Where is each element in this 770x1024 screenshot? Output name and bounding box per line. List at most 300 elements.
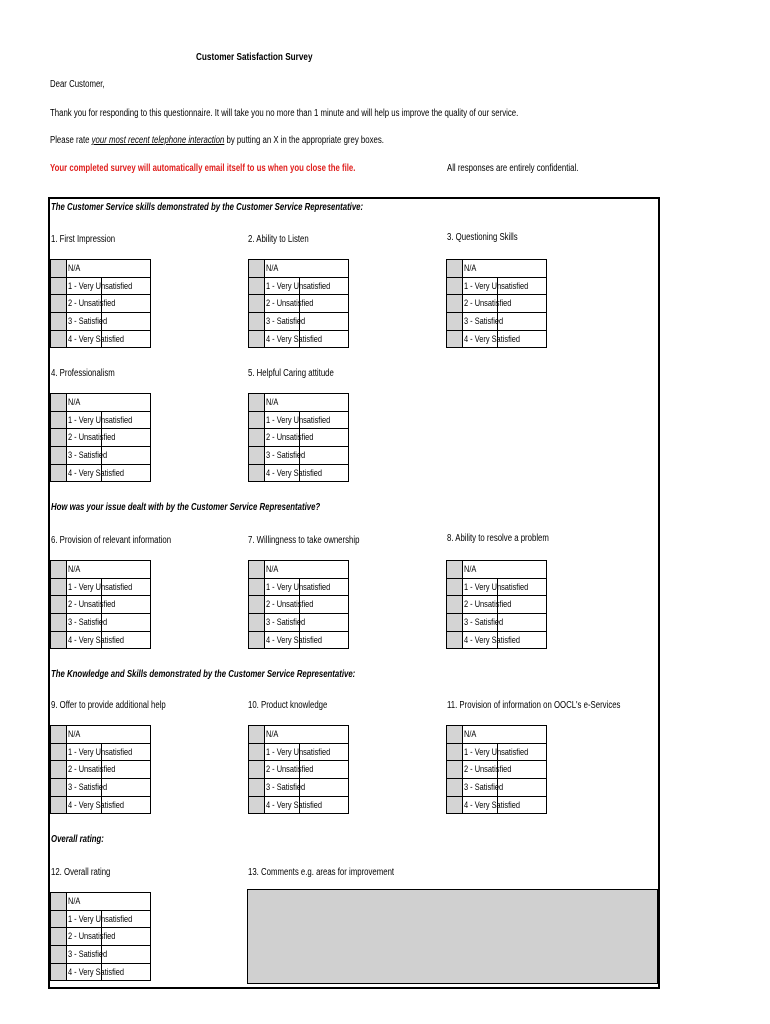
rating-row [51, 447, 151, 465]
rating-option-label: 3 - Satisfied [266, 449, 306, 461]
cell-divider [101, 928, 102, 945]
rating-option-cell [265, 394, 349, 412]
rating-option-label: 1 - Very Unsatisfied [266, 746, 331, 758]
rating-checkbox[interactable] [51, 464, 67, 482]
rating-row [51, 429, 151, 447]
auto-email-notice: Your completed survey will automatically email itself to us when you close the file. [50, 163, 356, 174]
rating-option-label: N/A [464, 728, 477, 740]
rating-checkbox[interactable] [249, 464, 265, 482]
rating-option-label: 3 - Satisfied [68, 449, 108, 461]
rating-table-q12 [50, 892, 151, 981]
rating-option-cell [67, 394, 151, 412]
cell-divider [497, 797, 498, 814]
rating-option-cell [265, 330, 349, 348]
instruction-before: Please rate [50, 135, 92, 146]
comments-box[interactable] [247, 889, 658, 984]
rating-row [447, 596, 547, 614]
rating-option-label: N/A [266, 396, 279, 408]
cell-divider [101, 614, 102, 631]
rating-option-label: 1 - Very Unsatisfied [68, 913, 133, 925]
rating-checkbox[interactable] [249, 330, 265, 348]
rating-option-label: N/A [68, 728, 81, 740]
rating-option-cell [67, 631, 151, 649]
rating-row [51, 761, 151, 779]
rating-checkbox[interactable] [249, 578, 265, 596]
cell-divider [101, 429, 102, 446]
rating-row [249, 464, 349, 482]
rating-row [51, 614, 151, 632]
rating-option-label: 4 - Very Satisfied [464, 634, 521, 646]
rating-option-cell [67, 260, 151, 278]
rating-option-label: 4 - Very Satisfied [68, 333, 125, 345]
cell-divider [299, 412, 300, 429]
rating-option-label: 3 - Satisfied [68, 948, 108, 960]
question-label-q11: 11. Provision of information on OOCL's e-Services [447, 700, 621, 711]
rating-option-cell [67, 779, 151, 797]
rating-row [51, 578, 151, 596]
rating-option-cell [67, 726, 151, 744]
question-label-q5: 5. Helpful Caring attitude [248, 368, 334, 379]
rating-option-label: 3 - Satisfied [68, 315, 108, 327]
rating-checkbox[interactable] [447, 614, 463, 632]
cell-divider [101, 779, 102, 796]
rating-option-cell [265, 260, 349, 278]
rating-option-label: N/A [266, 728, 279, 740]
rating-option-label: 1 - Very Unsatisfied [464, 581, 529, 593]
rating-row [51, 946, 151, 964]
rating-row [249, 796, 349, 814]
cell-divider [299, 797, 300, 814]
rating-table-q5 [248, 393, 349, 482]
rating-option-label: 4 - Very Satisfied [68, 799, 125, 811]
cell-divider [497, 579, 498, 596]
cell-divider [497, 779, 498, 796]
rating-row [447, 578, 547, 596]
rating-row [447, 631, 547, 649]
cell-divider [299, 447, 300, 464]
cell-divider [101, 465, 102, 482]
cell-divider [101, 761, 102, 778]
survey-title: Customer Satisfaction Survey [196, 51, 313, 63]
rating-row [51, 910, 151, 928]
rating-checkbox[interactable] [249, 796, 265, 814]
cell-divider [299, 295, 300, 312]
rating-row [51, 743, 151, 761]
rating-option-cell [265, 631, 349, 649]
rating-option-cell [67, 910, 151, 928]
cell-divider [299, 465, 300, 482]
rating-option-cell [463, 260, 547, 278]
cell-divider [299, 596, 300, 613]
rating-option-label: 1 - Very Unsatisfied [266, 581, 331, 593]
cell-divider [497, 313, 498, 330]
rating-option-label: 2 - Unsatisfied [266, 432, 314, 444]
rating-option-cell [67, 447, 151, 465]
rating-row [51, 726, 151, 744]
rating-option-cell [67, 411, 151, 429]
question-label-q9: 9. Offer to provide additional help [51, 700, 166, 711]
cell-divider [299, 278, 300, 295]
rating-checkbox[interactable] [51, 614, 67, 632]
rating-option-cell [67, 743, 151, 761]
rating-checkbox[interactable] [51, 313, 67, 331]
rating-row [51, 963, 151, 981]
rating-checkbox[interactable] [447, 578, 463, 596]
rating-row [249, 561, 349, 579]
rating-row [249, 726, 349, 744]
rating-row [51, 464, 151, 482]
rating-row [447, 561, 547, 579]
rating-option-label: 4 - Very Satisfied [266, 634, 323, 646]
rating-checkbox[interactable] [249, 743, 265, 761]
rating-row [51, 928, 151, 946]
rating-option-label: 2 - Unsatisfied [266, 298, 314, 310]
rating-row [249, 447, 349, 465]
cell-divider [497, 331, 498, 348]
rating-option-label: 2 - Unsatisfied [464, 298, 512, 310]
rating-row [249, 631, 349, 649]
cell-divider [101, 596, 102, 613]
rating-table-q10 [248, 725, 349, 814]
rating-option-label: N/A [464, 262, 477, 274]
rating-option-cell [67, 277, 151, 295]
rating-option-cell [463, 796, 547, 814]
rating-option-label: 4 - Very Satisfied [266, 467, 323, 479]
rating-checkbox[interactable] [249, 411, 265, 429]
rating-option-label: 4 - Very Satisfied [266, 333, 323, 345]
rating-option-label: 2 - Unsatisfied [68, 931, 116, 943]
rating-checkbox[interactable] [51, 946, 67, 964]
rating-checkbox[interactable] [249, 313, 265, 331]
rating-option-label: 3 - Satisfied [464, 315, 504, 327]
cell-divider [101, 632, 102, 649]
cell-divider [497, 295, 498, 312]
rating-checkbox[interactable] [51, 394, 67, 412]
rating-option-cell [67, 330, 151, 348]
rating-checkbox[interactable] [51, 447, 67, 465]
rating-checkbox[interactable] [447, 295, 463, 313]
rating-option-label: 3 - Satisfied [266, 781, 306, 793]
rating-option-label: 4 - Very Satisfied [464, 799, 521, 811]
rating-option-label: 4 - Very Satisfied [68, 634, 125, 646]
cell-divider [497, 761, 498, 778]
rating-checkbox[interactable] [51, 561, 67, 579]
rating-checkbox[interactable] [51, 928, 67, 946]
rating-option-label: 4 - Very Satisfied [266, 799, 323, 811]
rating-row [249, 578, 349, 596]
rating-option-label: 2 - Unsatisfied [464, 764, 512, 776]
rating-checkbox[interactable] [249, 295, 265, 313]
rating-option-cell [463, 761, 547, 779]
rating-checkbox[interactable] [51, 260, 67, 278]
rating-checkbox[interactable] [447, 796, 463, 814]
rating-option-label: N/A [68, 895, 81, 907]
rating-option-label: 1 - Very Unsatisfied [68, 280, 133, 292]
rating-checkbox[interactable] [249, 631, 265, 649]
rating-table-q8 [446, 560, 547, 649]
rating-checkbox[interactable] [51, 726, 67, 744]
rating-row [51, 796, 151, 814]
rating-option-label: N/A [464, 563, 477, 575]
rating-checkbox[interactable] [447, 561, 463, 579]
rating-option-cell [463, 561, 547, 579]
question-label-q4: 4. Professionalism [51, 368, 115, 379]
rating-checkbox[interactable] [249, 779, 265, 797]
rating-option-label: 3 - Satisfied [464, 781, 504, 793]
rating-option-cell [67, 893, 151, 911]
rating-option-cell [265, 561, 349, 579]
cell-divider [497, 614, 498, 631]
rating-row [249, 295, 349, 313]
rating-checkbox[interactable] [249, 561, 265, 579]
rating-checkbox[interactable] [51, 277, 67, 295]
confidential-notice: All responses are entirely confidential. [447, 163, 579, 174]
rating-row [249, 779, 349, 797]
rating-option-cell [265, 313, 349, 331]
rating-option-cell [265, 614, 349, 632]
rating-option-label: 1 - Very Unsatisfied [68, 414, 133, 426]
rating-row [447, 779, 547, 797]
rating-option-cell [265, 578, 349, 596]
cell-divider [299, 429, 300, 446]
rating-checkbox[interactable] [51, 893, 67, 911]
instruction-text [50, 135, 384, 146]
rating-option-cell [265, 447, 349, 465]
rating-checkbox[interactable] [249, 447, 265, 465]
rating-option-cell [463, 277, 547, 295]
rating-checkbox[interactable] [447, 761, 463, 779]
rating-option-label: N/A [68, 396, 81, 408]
cell-divider [101, 744, 102, 761]
rating-row [51, 596, 151, 614]
cell-divider [101, 797, 102, 814]
cell-divider [101, 911, 102, 928]
rating-row [249, 330, 349, 348]
rating-checkbox[interactable] [51, 910, 67, 928]
rating-option-cell [67, 464, 151, 482]
rating-option-cell [463, 295, 547, 313]
rating-checkbox[interactable] [51, 330, 67, 348]
rating-checkbox[interactable] [249, 761, 265, 779]
rating-checkbox[interactable] [51, 779, 67, 797]
cell-divider [101, 278, 102, 295]
rating-row [249, 394, 349, 412]
rating-option-cell [67, 578, 151, 596]
rating-option-cell [67, 429, 151, 447]
rating-option-label: 1 - Very Unsatisfied [266, 280, 331, 292]
rating-table-q7 [248, 560, 349, 649]
rating-table-q3 [446, 259, 547, 348]
rating-row [447, 330, 547, 348]
rating-table-q1 [50, 259, 151, 348]
rating-checkbox[interactable] [51, 596, 67, 614]
rating-row [51, 893, 151, 911]
rating-row [51, 260, 151, 278]
rating-option-cell [67, 596, 151, 614]
rating-row [249, 411, 349, 429]
intro-text: Thank you for responding to this questionnaire. It will take you no more than 1 minute and will help us improve the quality of our service. [50, 108, 519, 119]
rating-option-cell [463, 631, 547, 649]
rating-option-label: 1 - Very Unsatisfied [266, 414, 331, 426]
rating-option-label: 2 - Unsatisfied [266, 599, 314, 611]
cell-divider [299, 331, 300, 348]
cell-divider [101, 946, 102, 963]
rating-option-cell [265, 761, 349, 779]
question-label-q6: 6. Provision of relevant information [51, 535, 172, 546]
question-label-q10: 10. Product knowledge [248, 700, 328, 711]
rating-option-cell [67, 796, 151, 814]
rating-row [249, 596, 349, 614]
rating-row [249, 614, 349, 632]
rating-option-label: 2 - Unsatisfied [68, 298, 116, 310]
question-label-q3: 3. Questioning Skills [447, 232, 518, 243]
rating-row [51, 394, 151, 412]
rating-checkbox[interactable] [447, 631, 463, 649]
cell-divider [299, 632, 300, 649]
rating-checkbox[interactable] [51, 631, 67, 649]
rating-table-q9 [50, 725, 151, 814]
rating-option-cell [463, 743, 547, 761]
rating-option-label: 4 - Very Satisfied [464, 333, 521, 345]
rating-option-label: N/A [266, 262, 279, 274]
rating-table-q4 [50, 393, 151, 482]
rating-row [51, 631, 151, 649]
rating-row [447, 277, 547, 295]
rating-checkbox[interactable] [447, 779, 463, 797]
rating-option-label: 3 - Satisfied [68, 616, 108, 628]
section-issue-heading: How was your issue dealt with by the Customer Service Representative? [51, 502, 321, 513]
rating-row [51, 295, 151, 313]
question-label-q12: 12. Overall rating [51, 867, 111, 878]
rating-option-label: N/A [68, 563, 81, 575]
rating-option-label: 2 - Unsatisfied [68, 432, 116, 444]
greeting: Dear Customer, [50, 79, 105, 90]
instruction-emphasis: your most recent telephone interaction [91, 135, 225, 146]
rating-option-label: 2 - Unsatisfied [68, 764, 116, 776]
cell-divider [299, 614, 300, 631]
rating-row [447, 614, 547, 632]
rating-option-cell [67, 963, 151, 981]
rating-option-label: 2 - Unsatisfied [68, 599, 116, 611]
section-skills-heading: The Customer Service skills demonstrated by the Customer Service Representative: [51, 202, 364, 213]
rating-option-label: N/A [266, 563, 279, 575]
rating-row [249, 429, 349, 447]
rating-row [51, 313, 151, 331]
rating-row [249, 761, 349, 779]
rating-row [447, 761, 547, 779]
section-knowledge-heading: The Knowledge and Skills demonstrated by the Customer Service Representative: [51, 669, 356, 680]
rating-table-q11 [446, 725, 547, 814]
cell-divider [101, 313, 102, 330]
rating-checkbox[interactable] [447, 277, 463, 295]
cell-divider [101, 331, 102, 348]
rating-row [249, 260, 349, 278]
rating-option-cell [265, 779, 349, 797]
rating-checkbox[interactable] [249, 277, 265, 295]
rating-row [51, 411, 151, 429]
question-label-q1: 1. First Impression [51, 234, 116, 245]
rating-checkbox[interactable] [447, 313, 463, 331]
question-label-q8: 8. Ability to resolve a problem [447, 533, 549, 544]
rating-checkbox[interactable] [51, 411, 67, 429]
cell-divider [299, 779, 300, 796]
rating-option-cell [67, 761, 151, 779]
rating-option-cell [265, 726, 349, 744]
cell-divider [101, 964, 102, 981]
rating-row [249, 743, 349, 761]
rating-option-label: 1 - Very Unsatisfied [464, 746, 529, 758]
rating-checkbox[interactable] [249, 260, 265, 278]
rating-option-label: 3 - Satisfied [68, 781, 108, 793]
rating-checkbox[interactable] [447, 260, 463, 278]
rating-checkbox[interactable] [51, 743, 67, 761]
rating-option-cell [67, 928, 151, 946]
rating-option-cell [265, 429, 349, 447]
rating-row [51, 779, 151, 797]
section-overall-heading: Overall rating: [51, 834, 104, 845]
rating-option-label: 4 - Very Satisfied [68, 467, 125, 479]
cell-divider [299, 761, 300, 778]
rating-option-cell [67, 313, 151, 331]
rating-option-cell [265, 464, 349, 482]
rating-option-cell [463, 779, 547, 797]
rating-option-cell [67, 561, 151, 579]
rating-option-label: 2 - Unsatisfied [266, 764, 314, 776]
rating-option-label: 1 - Very Unsatisfied [464, 280, 529, 292]
rating-option-cell [265, 295, 349, 313]
rating-checkbox[interactable] [249, 596, 265, 614]
rating-option-cell [265, 277, 349, 295]
rating-option-cell [463, 330, 547, 348]
rating-option-label: 3 - Satisfied [266, 315, 306, 327]
cell-divider [101, 295, 102, 312]
rating-checkbox[interactable] [249, 614, 265, 632]
rating-checkbox[interactable] [51, 963, 67, 981]
rating-row [447, 295, 547, 313]
rating-checkbox[interactable] [249, 726, 265, 744]
rating-checkbox[interactable] [249, 394, 265, 412]
cell-divider [497, 632, 498, 649]
rating-checkbox[interactable] [51, 761, 67, 779]
rating-checkbox[interactable] [447, 596, 463, 614]
rating-option-cell [463, 614, 547, 632]
rating-checkbox[interactable] [447, 726, 463, 744]
rating-checkbox[interactable] [447, 330, 463, 348]
rating-option-label: 3 - Satisfied [464, 616, 504, 628]
rating-option-cell [463, 726, 547, 744]
rating-option-cell [67, 614, 151, 632]
rating-checkbox[interactable] [447, 743, 463, 761]
rating-table-q6 [50, 560, 151, 649]
rating-option-cell [463, 596, 547, 614]
rating-row [51, 561, 151, 579]
cell-divider [497, 744, 498, 761]
rating-option-cell [67, 946, 151, 964]
rating-option-label: 1 - Very Unsatisfied [68, 746, 133, 758]
rating-option-cell [463, 578, 547, 596]
instruction-after: by putting an X in the appropriate grey boxes. [224, 135, 384, 146]
rating-checkbox[interactable] [51, 295, 67, 313]
rating-option-cell [265, 796, 349, 814]
rating-checkbox[interactable] [51, 796, 67, 814]
cell-divider [299, 313, 300, 330]
rating-option-label: 3 - Satisfied [266, 616, 306, 628]
rating-checkbox[interactable] [51, 429, 67, 447]
rating-checkbox[interactable] [249, 429, 265, 447]
rating-option-cell [463, 313, 547, 331]
rating-checkbox[interactable] [51, 578, 67, 596]
cell-divider [299, 744, 300, 761]
